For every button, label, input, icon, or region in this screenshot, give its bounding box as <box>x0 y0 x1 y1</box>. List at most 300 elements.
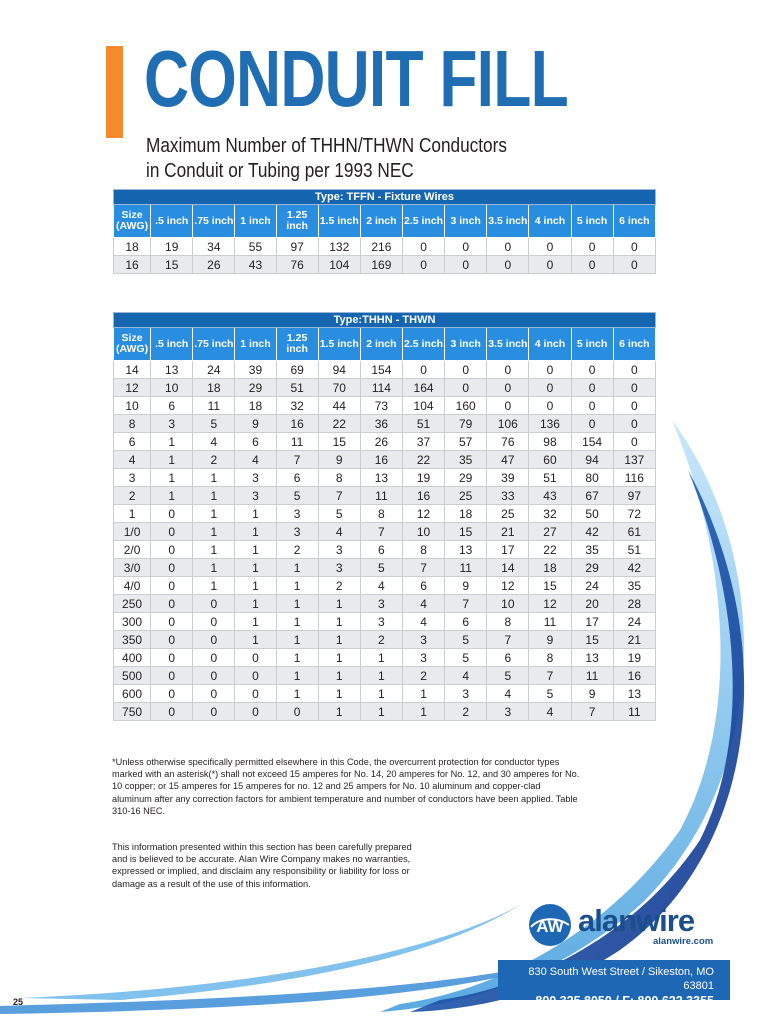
conductor-count-cell: 3 <box>360 595 402 613</box>
wire-size-cell: 4 <box>114 451 151 469</box>
conductor-count-cell: 0 <box>193 667 235 685</box>
table-row <box>114 487 656 505</box>
conductor-count-cell: 6 <box>402 577 444 595</box>
thhn-thwn-table <box>113 312 656 721</box>
table-type-title: Type:THHN - THWN <box>114 313 656 328</box>
contact-address: 830 South West Street / Sikeston, MO 63801 <box>528 966 714 992</box>
conductor-count-cell: 76 <box>276 256 318 274</box>
conductor-count-cell: 0 <box>613 415 655 433</box>
column-header: 5 inch <box>571 328 613 361</box>
conductor-count-cell: 3 <box>445 685 487 703</box>
conductor-count-cell: 0 <box>151 577 193 595</box>
conductor-count-cell: 0 <box>151 595 193 613</box>
conductor-count-cell: 51 <box>613 541 655 559</box>
table-row <box>114 703 656 721</box>
conductor-count-cell: 5 <box>445 649 487 667</box>
conductor-count-cell: 1 <box>402 703 444 721</box>
conductor-count-cell: 9 <box>445 577 487 595</box>
wire-size-cell: 4/0 <box>114 577 151 595</box>
page-title: CONDUIT FILL <box>144 34 568 123</box>
conductor-count-cell: 44 <box>318 397 360 415</box>
column-header: 3 inch <box>445 205 487 238</box>
conductor-count-cell: 0 <box>151 505 193 523</box>
conductor-count-cell: 15 <box>529 577 571 595</box>
column-header: 3 inch <box>445 328 487 361</box>
conductor-count-cell: 0 <box>529 397 571 415</box>
conductor-count-cell: 1 <box>360 667 402 685</box>
conductor-count-cell: 3 <box>402 649 444 667</box>
logo-url: alanwire.com <box>653 936 714 947</box>
conductor-count-cell: 5 <box>360 559 402 577</box>
conductor-count-cell: 21 <box>613 631 655 649</box>
conductor-count-cell: 0 <box>151 631 193 649</box>
conductor-count-cell: 154 <box>360 361 402 379</box>
conductor-count-cell: 3 <box>318 559 360 577</box>
conductor-count-cell: 0 <box>487 379 529 397</box>
conductor-count-cell: 0 <box>235 685 276 703</box>
conductor-count-cell: 7 <box>445 595 487 613</box>
logo-mark-text: AW <box>536 917 564 936</box>
conductor-count-cell: 7 <box>318 487 360 505</box>
conductor-count-cell: 97 <box>613 487 655 505</box>
conductor-count-cell: 4 <box>235 451 276 469</box>
wire-size-cell: 12 <box>114 379 151 397</box>
conductor-count-cell: 72 <box>613 505 655 523</box>
conductor-count-cell: 42 <box>613 559 655 577</box>
conductor-count-cell: 94 <box>318 361 360 379</box>
conductor-count-cell: 18 <box>445 505 487 523</box>
conductor-count-cell: 0 <box>151 559 193 577</box>
column-header: 1.5 inch <box>318 328 360 361</box>
conductor-count-cell: 8 <box>487 613 529 631</box>
conductor-count-cell: 1 <box>235 613 276 631</box>
conductor-count-cell: 13 <box>360 469 402 487</box>
conductor-count-cell: 1 <box>360 685 402 703</box>
conductor-count-cell: 1 <box>151 487 193 505</box>
footnote: *Unless otherwise specifically permitted elsewhere in this Code, the overcurrent protection for conductor types marked with an asterisk(*) shall not exceed 15 amperes for No. 14, 20 amperes for No. 12, and 30 amperes for No. 10 copper; or 15 amperes for 15 amperes for no. 12 and 25 ampers for No. 10 aluminum and copper-clad aluminum after any correction factors for ambient temperature and number of conductors have been applied. Table 310-16 NEC. <box>112 757 580 816</box>
conductor-count-cell: 169 <box>360 256 402 274</box>
conductor-count-cell: 0 <box>151 613 193 631</box>
alanwire-logo <box>528 903 714 953</box>
contact-box <box>498 960 730 1008</box>
conductor-count-cell: 9 <box>235 415 276 433</box>
conductor-count-cell: 0 <box>445 361 487 379</box>
conductor-count-cell: 2 <box>360 631 402 649</box>
column-header: 2.5 inch <box>402 205 444 238</box>
conductor-count-cell: 1 <box>318 631 360 649</box>
conductor-count-cell: 0 <box>402 361 444 379</box>
conductor-count-cell: 1 <box>276 613 318 631</box>
conductor-count-cell: 1 <box>318 667 360 685</box>
conductor-count-cell: 17 <box>571 613 613 631</box>
column-header: 4 inch <box>529 328 571 361</box>
conductor-count-cell: 0 <box>529 379 571 397</box>
conductor-count-cell: 7 <box>402 559 444 577</box>
conductor-count-cell: 0 <box>402 256 444 274</box>
conductor-count-cell: 2 <box>276 541 318 559</box>
contact-phones: 800.325.8050 / F: 800.622.3355 <box>535 994 714 1008</box>
column-header: 1 inch <box>235 205 276 238</box>
conductor-count-cell: 26 <box>193 256 235 274</box>
conductor-count-cell: 1 <box>318 613 360 631</box>
column-header: 1.25 inch <box>276 328 318 361</box>
conductor-count-cell: 4 <box>193 433 235 451</box>
conductor-count-cell: 0 <box>487 361 529 379</box>
conductor-count-cell: 0 <box>613 256 655 274</box>
table-row <box>114 649 656 667</box>
wire-size-cell: 300 <box>114 613 151 631</box>
conductor-count-cell: 50 <box>571 505 613 523</box>
conductor-count-cell: 9 <box>529 631 571 649</box>
wire-size-cell: 250 <box>114 595 151 613</box>
conductor-count-cell: 12 <box>487 577 529 595</box>
conductor-count-cell: 5 <box>487 667 529 685</box>
conductor-count-cell: 4 <box>487 685 529 703</box>
conductor-count-cell: 0 <box>151 685 193 703</box>
conductor-count-cell: 1 <box>235 577 276 595</box>
conductor-count-cell: 1 <box>193 505 235 523</box>
conductor-count-cell: 26 <box>360 433 402 451</box>
conductor-count-cell: 6 <box>151 397 193 415</box>
table-row <box>114 685 656 703</box>
conductor-count-cell: 12 <box>529 595 571 613</box>
conductor-count-cell: 28 <box>613 595 655 613</box>
column-header: .5 inch <box>151 205 193 238</box>
accent-bar <box>106 46 123 138</box>
conductor-count-cell: 13 <box>571 649 613 667</box>
conductor-count-cell: 27 <box>529 523 571 541</box>
conductor-count-cell: 3 <box>487 703 529 721</box>
table-row <box>114 523 656 541</box>
conductor-count-cell: 0 <box>276 703 318 721</box>
column-header: 5 inch <box>571 205 613 238</box>
conductor-count-cell: 16 <box>402 487 444 505</box>
disclaimer: This information presented within this section has been carefully prepared and is believed to be accurate. Alan Wire Company makes no warranties, expressed or implied, and disclaim any responsibility or liability for loss or damage as a result of the use of this information. <box>112 842 412 889</box>
column-header: 6 inch <box>613 328 655 361</box>
conductor-count-cell: 32 <box>276 397 318 415</box>
conductor-count-cell: 24 <box>613 613 655 631</box>
column-header: Size (AWG) <box>114 205 151 238</box>
conductor-count-cell: 16 <box>613 667 655 685</box>
conductor-count-cell: 4 <box>360 577 402 595</box>
conductor-count-cell: 55 <box>235 238 276 256</box>
wire-size-cell: 6 <box>114 433 151 451</box>
conductor-count-cell: 3 <box>235 487 276 505</box>
wire-size-cell: 1 <box>114 505 151 523</box>
conductor-count-cell: 16 <box>360 451 402 469</box>
conductor-count-cell: 160 <box>445 397 487 415</box>
conductor-count-cell: 0 <box>571 256 613 274</box>
conductor-count-cell: 0 <box>571 361 613 379</box>
conductor-count-cell: 1 <box>318 703 360 721</box>
conductor-count-cell: 8 <box>529 649 571 667</box>
wire-size-cell: 18 <box>114 238 151 256</box>
conductor-count-cell: 25 <box>487 505 529 523</box>
table-row <box>114 631 656 649</box>
conductor-count-cell: 0 <box>193 703 235 721</box>
conductor-count-cell: 0 <box>151 667 193 685</box>
alanwire-logo-icon <box>528 903 572 947</box>
conductor-count-cell: 9 <box>318 451 360 469</box>
conductor-count-cell: 1 <box>276 667 318 685</box>
conductor-count-cell: 1 <box>276 685 318 703</box>
conductor-count-cell: 12 <box>402 505 444 523</box>
conductor-count-cell: 34 <box>193 238 235 256</box>
conductor-count-cell: 0 <box>445 238 487 256</box>
conductor-count-cell: 1 <box>151 433 193 451</box>
column-header: 1.5 inch <box>318 205 360 238</box>
column-header: 1.25 inch <box>276 205 318 238</box>
conductor-count-cell: 1 <box>402 685 444 703</box>
conductor-count-cell: 0 <box>235 667 276 685</box>
conductor-count-cell: 35 <box>613 577 655 595</box>
conductor-count-cell: 1 <box>151 469 193 487</box>
conductor-count-cell: 5 <box>529 685 571 703</box>
conductor-count-cell: 0 <box>193 649 235 667</box>
conductor-count-cell: 1 <box>318 685 360 703</box>
conductor-count-cell: 19 <box>402 469 444 487</box>
column-header: Size (AWG) <box>114 328 151 361</box>
conductor-count-cell: 67 <box>571 487 613 505</box>
conductor-count-cell: 2 <box>193 451 235 469</box>
conductor-count-cell: 4 <box>445 667 487 685</box>
conductor-count-cell: 0 <box>151 649 193 667</box>
wire-size-cell: 2 <box>114 487 151 505</box>
conductor-count-cell: 5 <box>318 505 360 523</box>
conductor-count-cell: 0 <box>193 685 235 703</box>
table-row <box>114 469 656 487</box>
conductor-count-cell: 1 <box>193 523 235 541</box>
wire-size-cell: 10 <box>114 397 151 415</box>
table-row <box>114 451 656 469</box>
column-header: 6 inch <box>613 205 655 238</box>
conductor-count-cell: 61 <box>613 523 655 541</box>
conductor-count-cell: 1 <box>193 577 235 595</box>
conductor-count-cell: 39 <box>487 469 529 487</box>
conductor-count-cell: 18 <box>235 397 276 415</box>
conductor-count-cell: 6 <box>487 649 529 667</box>
conductor-count-cell: 106 <box>487 415 529 433</box>
wire-size-cell: 8 <box>114 415 151 433</box>
table-row <box>114 238 656 256</box>
conductor-count-cell: 0 <box>151 541 193 559</box>
conductor-count-cell: 15 <box>318 433 360 451</box>
conductor-count-cell: 8 <box>360 505 402 523</box>
conductor-count-cell: 11 <box>571 667 613 685</box>
conductor-count-cell: 8 <box>318 469 360 487</box>
logo-name: alanwire <box>578 903 695 938</box>
conductor-count-cell: 104 <box>402 397 444 415</box>
conductor-count-cell: 0 <box>193 595 235 613</box>
conductor-count-cell: 80 <box>571 469 613 487</box>
conductor-count-cell: 2 <box>445 703 487 721</box>
table-row <box>114 613 656 631</box>
conductor-count-cell: 0 <box>613 397 655 415</box>
tffn-fixture-wires-table <box>113 189 656 274</box>
conductor-count-cell: 11 <box>529 613 571 631</box>
conductor-count-cell: 69 <box>276 361 318 379</box>
conductor-count-cell: 11 <box>445 559 487 577</box>
conductor-count-cell: 0 <box>445 256 487 274</box>
subtitle-line-2: in Conduit or Tubing per 1993 NEC <box>146 160 414 182</box>
conductor-count-cell: 5 <box>445 631 487 649</box>
table-type-title: Type: TFFN - Fixture Wires <box>114 190 656 205</box>
conductor-count-cell: 1 <box>318 649 360 667</box>
conductor-count-cell: 1 <box>318 595 360 613</box>
conductor-count-cell: 1 <box>276 631 318 649</box>
conductor-count-cell: 1 <box>235 595 276 613</box>
conductor-count-cell: 0 <box>487 238 529 256</box>
wire-size-cell: 400 <box>114 649 151 667</box>
conductor-count-cell: 0 <box>571 238 613 256</box>
table-row <box>114 256 656 274</box>
conductor-count-cell: 0 <box>235 649 276 667</box>
conductor-count-cell: 5 <box>193 415 235 433</box>
conductor-count-cell: 154 <box>571 433 613 451</box>
conductor-count-cell: 1 <box>235 541 276 559</box>
wire-size-cell: 3/0 <box>114 559 151 577</box>
conductor-count-cell: 0 <box>571 397 613 415</box>
conductor-count-cell: 0 <box>529 256 571 274</box>
conductor-count-cell: 1 <box>235 559 276 577</box>
wire-size-cell: 2/0 <box>114 541 151 559</box>
wire-size-cell: 14 <box>114 361 151 379</box>
conductor-count-cell: 25 <box>445 487 487 505</box>
column-header: .5 inch <box>151 328 193 361</box>
conductor-count-cell: 16 <box>276 415 318 433</box>
conductor-count-cell: 6 <box>445 613 487 631</box>
subtitle-line-1: Maximum Number of THHN/THWN Conductors <box>146 135 507 157</box>
conductor-count-cell: 51 <box>276 379 318 397</box>
wire-size-cell: 750 <box>114 703 151 721</box>
conductor-count-cell: 13 <box>613 685 655 703</box>
wire-size-cell: 16 <box>114 256 151 274</box>
conductor-count-cell: 3 <box>235 469 276 487</box>
conductor-count-cell: 73 <box>360 397 402 415</box>
conductor-count-cell: 7 <box>529 667 571 685</box>
conductor-count-cell: 0 <box>613 433 655 451</box>
wire-size-cell: 3 <box>114 469 151 487</box>
conductor-count-cell: 2 <box>402 667 444 685</box>
conductor-count-cell: 0 <box>487 256 529 274</box>
conductor-count-cell: 0 <box>151 523 193 541</box>
conductor-count-cell: 1 <box>360 703 402 721</box>
table-row <box>114 397 656 415</box>
conductor-count-cell: 136 <box>529 415 571 433</box>
conductor-count-cell: 18 <box>529 559 571 577</box>
column-header: 2.5 inch <box>402 328 444 361</box>
conductor-count-cell: 11 <box>276 433 318 451</box>
conductor-count-cell: 22 <box>402 451 444 469</box>
conductor-count-cell: 24 <box>193 361 235 379</box>
conductor-count-cell: 98 <box>529 433 571 451</box>
conductor-count-cell: 10 <box>487 595 529 613</box>
conductor-count-cell: 15 <box>571 631 613 649</box>
conductor-count-cell: 0 <box>193 613 235 631</box>
conductor-count-cell: 116 <box>613 469 655 487</box>
table-row <box>114 595 656 613</box>
conductor-count-cell: 22 <box>318 415 360 433</box>
conductor-count-cell: 2 <box>318 577 360 595</box>
conductor-count-cell: 35 <box>571 541 613 559</box>
conductor-count-cell: 1 <box>235 505 276 523</box>
conductor-count-cell: 94 <box>571 451 613 469</box>
conductor-count-cell: 1 <box>193 469 235 487</box>
conductor-count-cell: 79 <box>445 415 487 433</box>
conductor-count-cell: 7 <box>360 523 402 541</box>
conductor-count-cell: 60 <box>529 451 571 469</box>
column-header: 3.5 inch <box>487 328 529 361</box>
conductor-count-cell: 1 <box>276 577 318 595</box>
conductor-count-cell: 76 <box>487 433 529 451</box>
conductor-count-cell: 11 <box>613 703 655 721</box>
conductor-count-cell: 0 <box>613 238 655 256</box>
wire-size-cell: 600 <box>114 685 151 703</box>
column-header: 4 inch <box>529 205 571 238</box>
conductor-count-cell: 4 <box>402 595 444 613</box>
conductor-count-cell: 1 <box>193 541 235 559</box>
conductor-count-cell: 0 <box>151 703 193 721</box>
table-row <box>114 361 656 379</box>
conductor-count-cell: 132 <box>318 238 360 256</box>
conductor-count-cell: 0 <box>235 703 276 721</box>
conductor-count-cell: 3 <box>318 541 360 559</box>
conductor-count-cell: 21 <box>487 523 529 541</box>
column-header: .75 inch <box>193 205 235 238</box>
conductor-count-cell: 0 <box>571 379 613 397</box>
table-row <box>114 379 656 397</box>
conductor-count-cell: 97 <box>276 238 318 256</box>
conductor-count-cell: 216 <box>360 238 402 256</box>
conductor-count-cell: 15 <box>151 256 193 274</box>
conductor-count-cell: 114 <box>360 379 402 397</box>
conductor-count-cell: 24 <box>571 577 613 595</box>
conductor-count-cell: 18 <box>193 379 235 397</box>
conductor-count-cell: 0 <box>613 379 655 397</box>
conductor-count-cell: 13 <box>151 361 193 379</box>
conductor-count-cell: 51 <box>529 469 571 487</box>
conductor-count-cell: 11 <box>193 397 235 415</box>
table-row <box>114 541 656 559</box>
conductor-count-cell: 42 <box>571 523 613 541</box>
table-row <box>114 667 656 685</box>
conductor-count-cell: 1 <box>276 559 318 577</box>
conductor-count-cell: 10 <box>151 379 193 397</box>
conductor-count-cell: 137 <box>613 451 655 469</box>
conductor-count-cell: 37 <box>402 433 444 451</box>
conductor-count-cell: 14 <box>487 559 529 577</box>
conductor-count-cell: 36 <box>360 415 402 433</box>
conductor-count-cell: 3 <box>276 523 318 541</box>
conductor-count-cell: 0 <box>193 631 235 649</box>
conductor-count-cell: 0 <box>445 379 487 397</box>
conductor-count-cell: 4 <box>529 703 571 721</box>
conductor-count-cell: 51 <box>402 415 444 433</box>
conductor-count-cell: 10 <box>402 523 444 541</box>
conductor-count-cell: 33 <box>487 487 529 505</box>
conductor-count-cell: 0 <box>529 361 571 379</box>
conductor-count-cell: 32 <box>529 505 571 523</box>
table-row <box>114 577 656 595</box>
conductor-count-cell: 1 <box>151 451 193 469</box>
column-header: 3.5 inch <box>487 205 529 238</box>
conductor-count-cell: 43 <box>529 487 571 505</box>
table-row <box>114 505 656 523</box>
conductor-count-cell: 22 <box>529 541 571 559</box>
conductor-count-cell: 13 <box>445 541 487 559</box>
page-number: 25 <box>13 997 24 1007</box>
wire-size-cell: 350 <box>114 631 151 649</box>
